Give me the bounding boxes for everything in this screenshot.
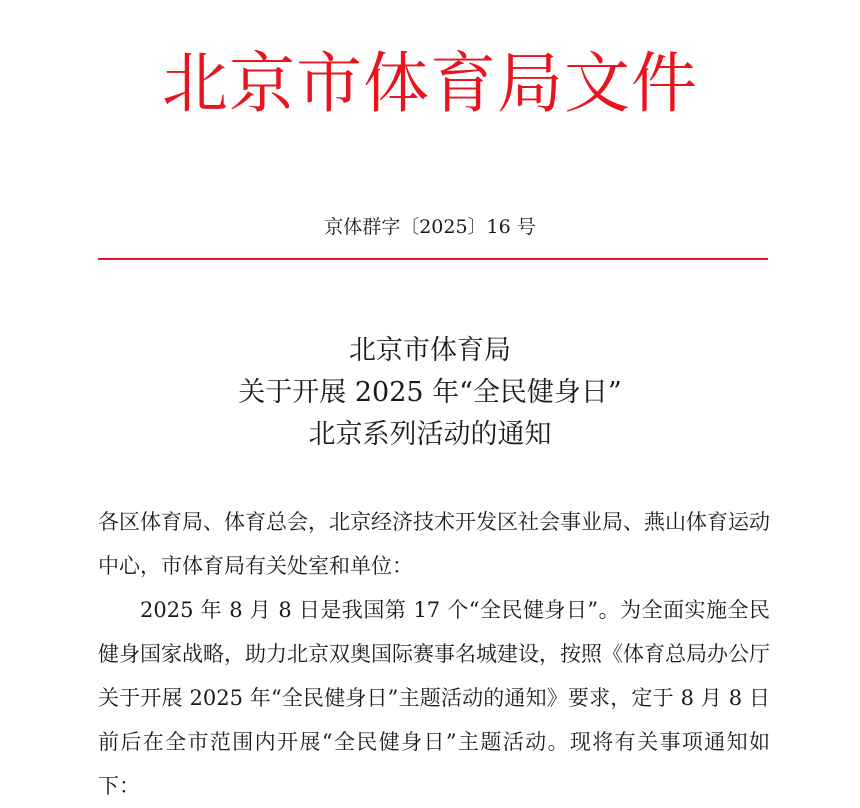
document-number: 京体群字〔2025〕16 号 [324,216,536,238]
notice-body [98,500,770,808]
red-divider-line [98,258,768,260]
notice-title-line-2: 关于开展 2025 年“全民健身日” [238,377,622,408]
notice-title-line-3: 北京系列活动的通知 [308,419,552,450]
document-header-title: 北京市体育局文件 [162,45,698,122]
notice-title [0,330,860,456]
notice-title-line-1: 北京市体育局 [349,335,511,366]
addressee-paragraph: 各区体育局、体育总会，北京经济技术开发区社会事业局、燕山体育运动中心，市体育局有关处室和单位： [98,510,770,578]
body-paragraph-1: 2025 年 8 月 8 日是我国第 17 个“全民健身日”。为全面实施全民健身国家战略，助力北京双奥国际赛事名城建设，按照《体育总局办公厅关于开展 2025 年“全民健身日”主题活动的通知》要求，定于 8 月 8 日前后在全市范围内开展“全民健身日”主题活动。现将有关事项通知如下： [98,598,770,798]
